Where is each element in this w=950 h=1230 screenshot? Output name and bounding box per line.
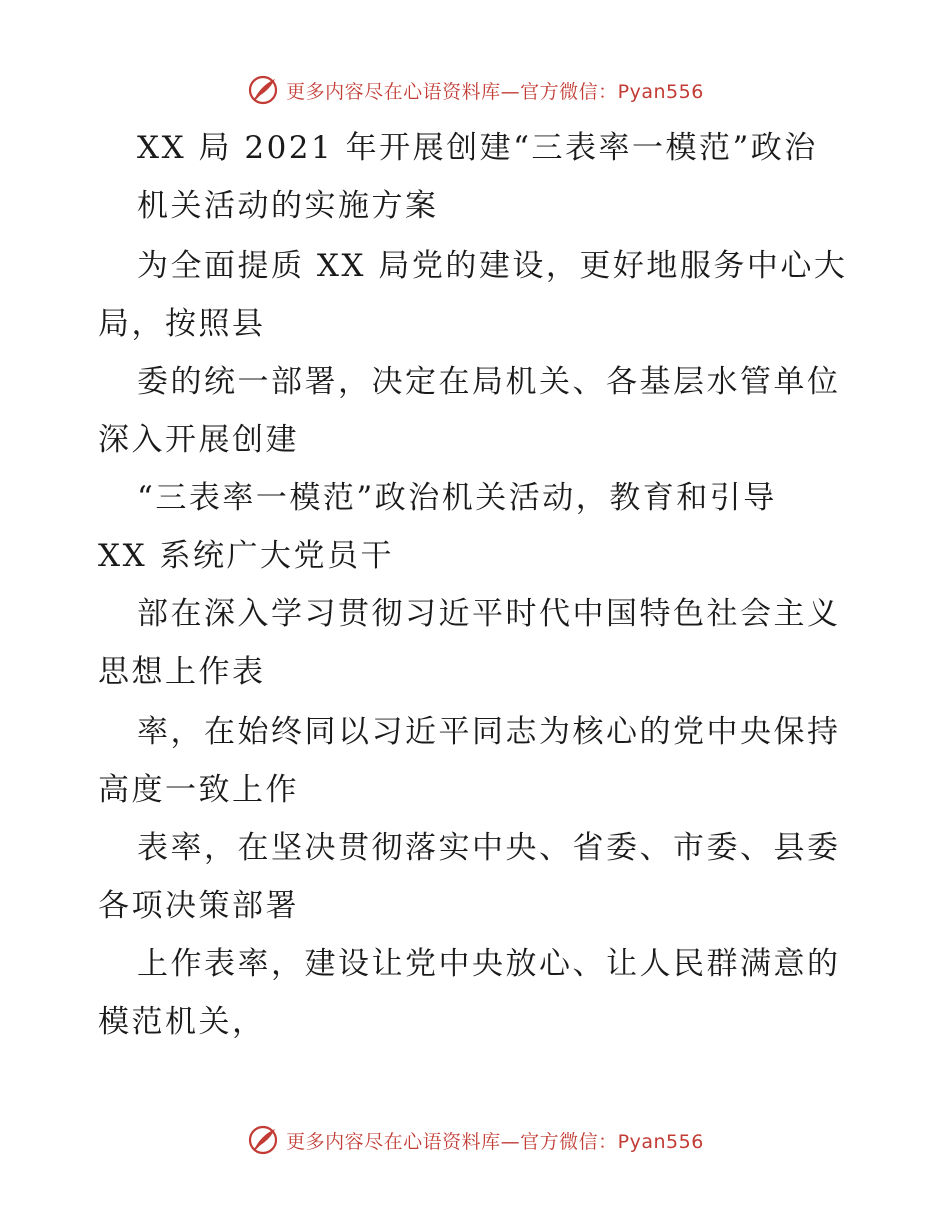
doc-paragraph-line: XX 系统广大党员干 xyxy=(98,538,394,574)
footer-watermark-text: 更多内容尽在心语资料库—官方微信：Pyan556 xyxy=(286,1130,704,1153)
doc-paragraph-line: 表率，在坚决贯彻落实中央、省委、市委、县委 xyxy=(137,830,841,866)
header-watermark xyxy=(0,70,950,110)
doc-paragraph-line: 高度一致上作 xyxy=(98,772,299,808)
doc-paragraph-line: 委的统一部署，决定在局机关、各基层水管单位 xyxy=(137,364,841,400)
doc-paragraph-line: 深入开展创建 xyxy=(98,422,299,458)
doc-paragraph-line: 各项决策部署 xyxy=(98,888,299,924)
doc-paragraph-line: 率，在始终同以习近平同志为核心的党中央保持 xyxy=(137,714,841,750)
feather-quill-icon xyxy=(246,1123,280,1157)
doc-paragraph-line: 为全面提质 XX 局党的建设，更好地服务中心大 xyxy=(137,248,848,284)
doc-paragraph-line: 模范机关， xyxy=(98,1004,266,1040)
doc-paragraph-line: 局，按照县 xyxy=(98,306,266,342)
doc-paragraph-line: “三表率一模范”政治机关活动，教育和引导 xyxy=(137,480,777,516)
doc-paragraph-line: 部在深入学习贯彻习近平时代中国特色社会主义 xyxy=(137,596,841,632)
doc-title-line-2: 机关活动的实施方案 xyxy=(137,188,439,224)
doc-title-line-1: XX 局 2021 年开展创建“三表率一模范”政治 xyxy=(137,130,818,166)
header-watermark-text: 更多内容尽在心语资料库—官方微信：Pyan556 xyxy=(286,80,704,103)
doc-paragraph-line: 上作表率，建设让党中央放心、让人民群满意的 xyxy=(137,946,841,982)
feather-quill-icon xyxy=(246,73,280,107)
doc-paragraph-line: 思想上作表 xyxy=(98,654,266,690)
footer-watermark xyxy=(0,1120,950,1160)
